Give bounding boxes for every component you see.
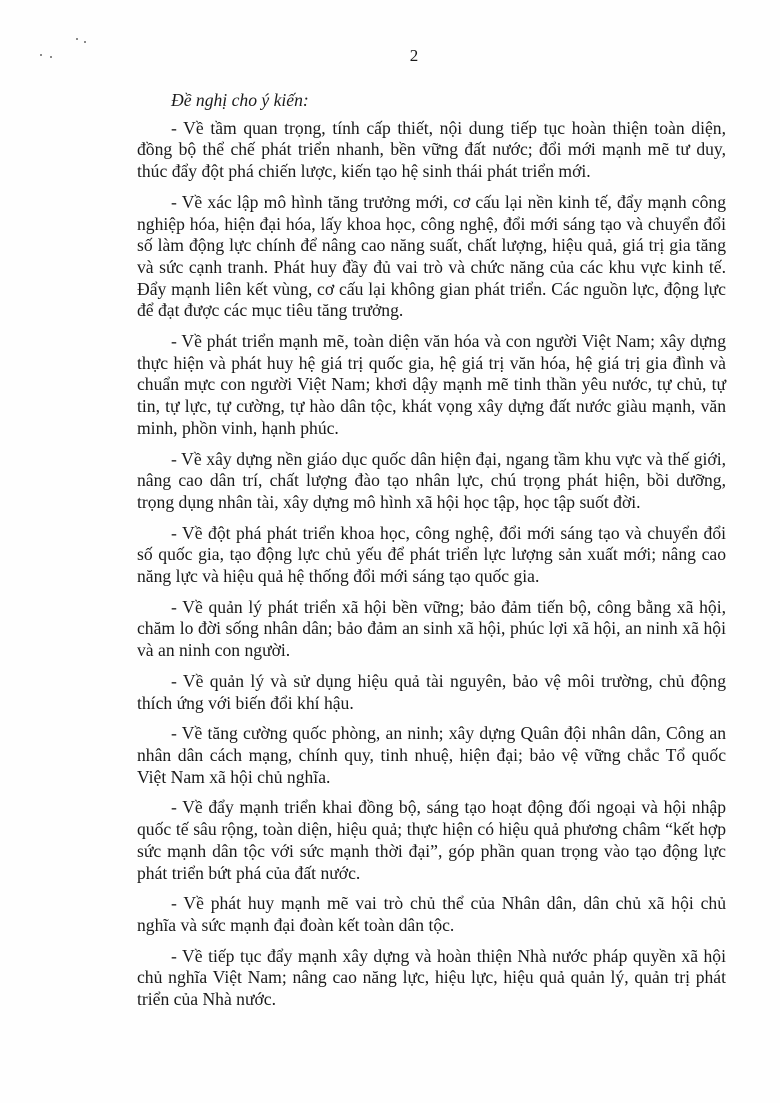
paragraph: - Về đẩy mạnh triển khai đồng bộ, sáng tạo hoạt động đối ngoại và hội nhập quốc tế sâu rộng, toàn diện, hiệu quả; thực hiện có hiệu quả phương châm “kết hợp sức mạnh dân tộc với sức mạnh thời đại”, góp phần quan trọng vào tạo động lực phát triển bứt phá của đất nước.: [137, 797, 726, 883]
paragraph: - Về phát huy mạnh mẽ vai trò chủ thể của Nhân dân, dân chủ xã hội chủ nghĩa và sức mạnh đại đoàn kết toàn dân tộc.: [137, 893, 726, 935]
paragraph: - Về tầm quan trọng, tính cấp thiết, nội dung tiếp tục hoàn thiện toàn diện, đồng bộ thể chế phát triển nhanh, bền vững đất nước; đổi mới mạnh mẽ tư duy, thúc đẩy đột phá chiến lược, kiến tạo hệ sinh thái phát triển mới.: [137, 117, 726, 182]
paragraph: - Về tiếp tục đẩy mạnh xây dựng và hoàn thiện Nhà nước pháp quyền xã hội chủ nghĩa Việt Nam; nâng cao năng lực, hiệu lực, hiệu quả quản lý, quản trị phát triển của Nhà nước.: [137, 945, 726, 1010]
section-heading: Đề nghị cho ý kiến:: [171, 90, 309, 110]
document-body: [137, 90, 726, 1020]
paragraph: - Về quản lý và sử dụng hiệu quả tài nguyên, bảo vệ môi trường, chủ động thích ứng với biến đổi khí hậu.: [137, 670, 726, 713]
scan-speck: [76, 38, 78, 40]
paragraph: - Về xác lập mô hình tăng trưởng mới, cơ cấu lại nền kinh tế, đẩy mạnh công nghiệp hóa, hiện đại hóa, lấy khoa học, công nghệ, đổi mới sáng tạo và chuyển đổi số làm động lực chính để nâng cao năng suất, chất lượng, hiệu quả, giá trị gia tăng và sức cạnh tranh. Phát huy đầy đủ vai trò và chức năng của các khu vực kinh tế. Đẩy mạnh liên kết vùng, cơ cấu lại không gian phát triển. Các nguồn lực, động lực để đạt được các mục tiêu tăng trưởng.: [137, 191, 726, 321]
paragraph: - Về đột phá phát triển khoa học, công nghệ, đổi mới sáng tạo và chuyển đổi số quốc gia, tạo động lực chủ yếu để phát triển lực lượng sản xuất mới; nâng cao năng lực và hiệu quả hệ thống đổi mới sáng tạo quốc gia.: [137, 522, 726, 587]
paragraph: - Về phát triển mạnh mẽ, toàn diện văn hóa và con người Việt Nam; xây dựng thực hiện và phát huy hệ giá trị quốc gia, hệ giá trị văn hóa, hệ giá trị gia đình và chuẩn mực con người Việt Nam; khơi dậy mạnh mẽ tinh thần yêu nước, tự chủ, tự tin, tự lực, tự cường, tự hào dân tộc, khát vọng xây dựng đất nước giàu mạnh, văn minh, phồn vinh, hạnh phúc.: [137, 331, 726, 438]
paragraph: - Về tăng cường quốc phòng, an ninh; xây dựng Quân đội nhân dân, Công an nhân dân cách mạng, chính quy, tinh nhuệ, hiện đại; bảo vệ vững chắc Tổ quốc Việt Nam xã hội chủ nghĩa.: [137, 723, 726, 787]
page-number: 2: [409, 46, 419, 65]
paragraph: - Về quản lý phát triển xã hội bền vững; bảo đảm tiến bộ, công bằng xã hội, chăm lo đời sống nhân dân; bảo đảm an sinh xã hội, phúc lợi xã hội, an ninh xã hội và an ninh con người.: [137, 596, 726, 661]
scan-speck: [84, 41, 86, 43]
paragraph: - Về xây dựng nền giáo dục quốc dân hiện đại, ngang tầm khu vực và thế giới, nâng cao dân trí, chất lượng đào tạo nhân lực, chú trọng phát hiện, bồi dưỡng, trọng dụng nhân tài, xây dựng mô hình xã hội học tập, học tập suốt đời.: [137, 448, 726, 512]
